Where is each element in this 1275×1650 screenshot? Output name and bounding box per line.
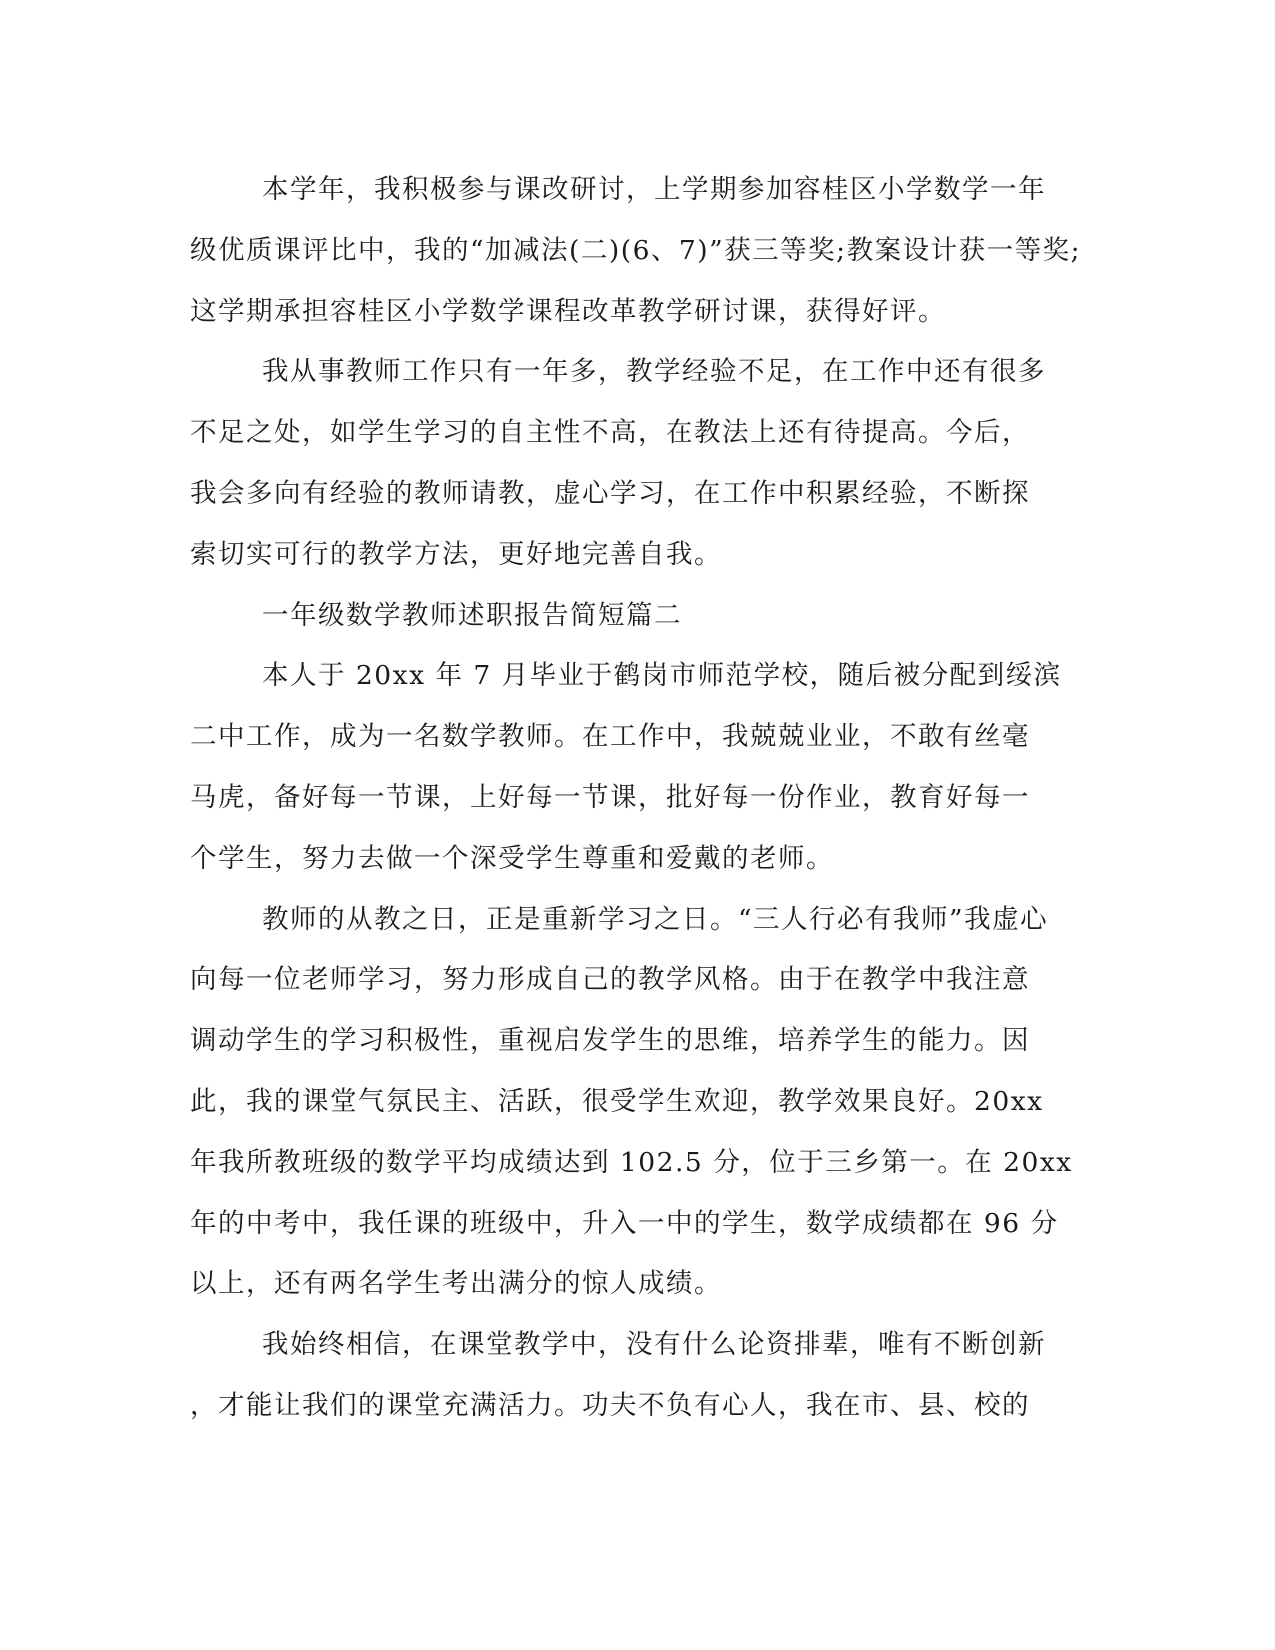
text-line: 向每一位老师学习，努力形成自己的教学风格。由于在教学中我注意 bbox=[190, 964, 1030, 996]
text-line: 此，我的课堂气氛民主、活跃，很受学生欢迎，教学效果良好。20xx bbox=[190, 1085, 1044, 1117]
text-line: 个学生，努力去做一个深受学生尊重和爱戴的老师。 bbox=[190, 842, 834, 874]
text-line: 一年级数学教师述职报告简短篇二 bbox=[262, 599, 682, 631]
text-line: 调动学生的学习积极性，重视启发学生的思维，培养学生的能力。因 bbox=[190, 1025, 1030, 1057]
text-line: 本学年，我积极参与课改研讨，上学期参加容桂区小学数学一年 bbox=[262, 174, 1046, 205]
text-line: 级优质课评比中，我的“加减法(二)(6、7)”获三等奖;教案设计获一等奖; bbox=[190, 234, 1082, 266]
text-line: 年我所教班级的数学平均成绩达到 102.5 分，位于三乡第一。在 20xx bbox=[190, 1146, 1073, 1178]
text-line: 这学期承担容桂区小学数学课程改革教学研讨课，获得好评。 bbox=[190, 295, 946, 327]
text-line: 教师的从教之日，正是重新学习之日。“三人行必有我师”我虚心 bbox=[262, 903, 1049, 935]
text-line: 以上，还有两名学生考出满分的惊人成绩。 bbox=[190, 1268, 722, 1300]
text-line: 马虎，备好每一节课，上好每一节课，批好每一份作业，教育好每一 bbox=[190, 781, 1030, 813]
text-line: 二中工作，成为一名数学教师。在工作中，我兢兢业业，不敢有丝毫 bbox=[190, 721, 1030, 753]
text-line: 不足之处，如学生学习的自主性不高，在教法上还有待提高。今后， bbox=[190, 417, 1030, 449]
text-line: ，才能让我们的课堂充满活力。功夫不负有心人，我在市、县、校的 bbox=[190, 1389, 1030, 1421]
text-line: 我从事教师工作只有一年多，教学经验不足，在工作中还有很多 bbox=[262, 356, 1046, 388]
text-line: 索切实可行的教学方法，更好地完善自我。 bbox=[190, 538, 722, 570]
text-line: 我始终相信，在课堂教学中，没有什么论资排辈，唯有不断创新 bbox=[262, 1329, 1046, 1361]
text-line: 年的中考中，我任课的班级中，升入一中的学生，数学成绩都在 96 分 bbox=[190, 1207, 1059, 1239]
text-line: 本人于 20xx 年 7 月毕业于鹤岗市师范学校，随后被分配到绥滨 bbox=[262, 660, 1062, 692]
document-body bbox=[190, 160, 1090, 1437]
text-line: 我会多向有经验的教师请教，虚心学习，在工作中积累经验，不断探 bbox=[190, 477, 1030, 509]
